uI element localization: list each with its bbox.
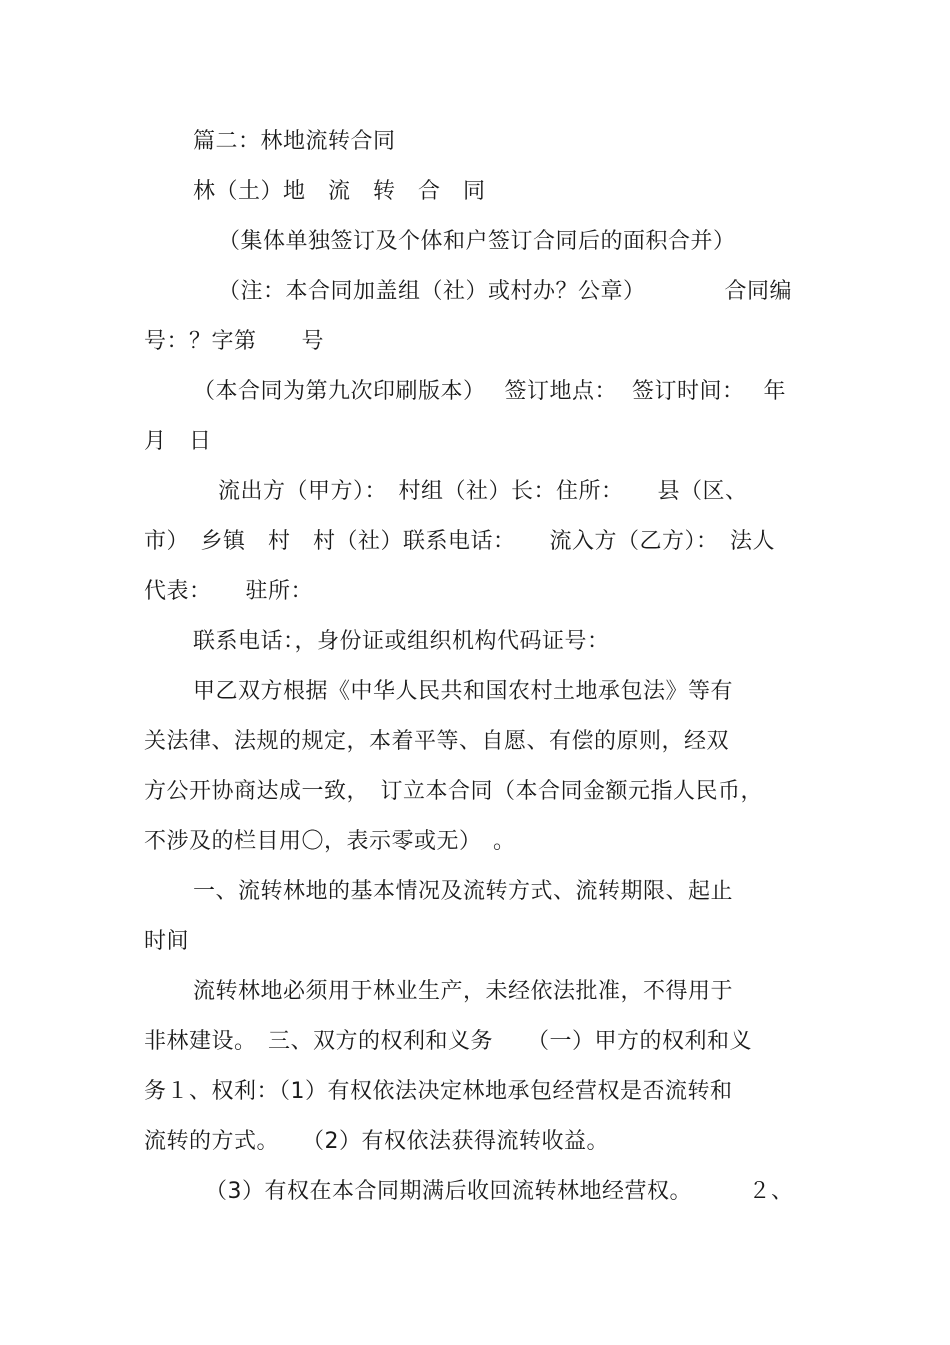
date-line: 月 日 <box>144 429 212 454</box>
contact-line: 联系电话：，身份证或组织机构代码证号： <box>193 629 610 654</box>
paragraph-line: （3）有权在本合同期满后收回流转林地经营权。 ２、 <box>205 1179 794 1204</box>
paragraph-line: 流转林地必须用于林业生产，未经依法批准，不得用于 <box>193 979 734 1004</box>
paragraph-line: 流转的方式。 （2）有权依法获得流转收益。 <box>144 1129 609 1154</box>
paragraph-line: 关法律、法规的规定，本着平等、自愿、有偿的原则，经双 <box>144 729 730 754</box>
paragraph-line: 务１、权利：（1）有权依法决定林地承包经营权是否流转和 <box>144 1079 733 1104</box>
seal-note-line: （注：本合同加盖组（社）或村办？公章） 合同编 <box>218 279 793 304</box>
paragraph-line: 甲乙双方根据《中华人民共和国农村土地承包法》等有 <box>193 679 734 704</box>
section-one-heading: 一、流转林地的基本情况及流转方式、流转期限、起止 <box>193 879 734 904</box>
section-one-heading: 时间 <box>144 929 190 954</box>
subtitle-note: （集体单独签订及个体和户签订合同后的面积合并） <box>218 229 736 254</box>
contract-number: 号：？字第 号 <box>144 329 325 354</box>
section-heading: 篇二：林地流转合同 <box>193 129 396 154</box>
paragraph-line: 非林建设。 三、双方的权利和义务 （一）甲方的权利和义 <box>144 1029 753 1054</box>
paragraph-line: 方公开协商达成一致， 订立本合同（本合同金额元指人民币， <box>144 779 764 804</box>
party-b-line: 市） 乡镇 村 村（社）联系电话： 流入方（乙方）： 法人 <box>144 529 776 554</box>
print-version-line: （本合同为第九次印刷版本） 签订地点： 签订时间： 年 <box>193 379 786 404</box>
contract-title: 林（土）地 流 转 合 同 <box>193 179 486 204</box>
representative-line: 代表： 驻所： <box>144 579 314 604</box>
paragraph-line: 不涉及的栏目用〇，表示零或无） 。 <box>144 829 516 854</box>
party-a-line: 流出方（甲方）： 村组（社）长：住所： 县（区、 <box>218 479 748 504</box>
